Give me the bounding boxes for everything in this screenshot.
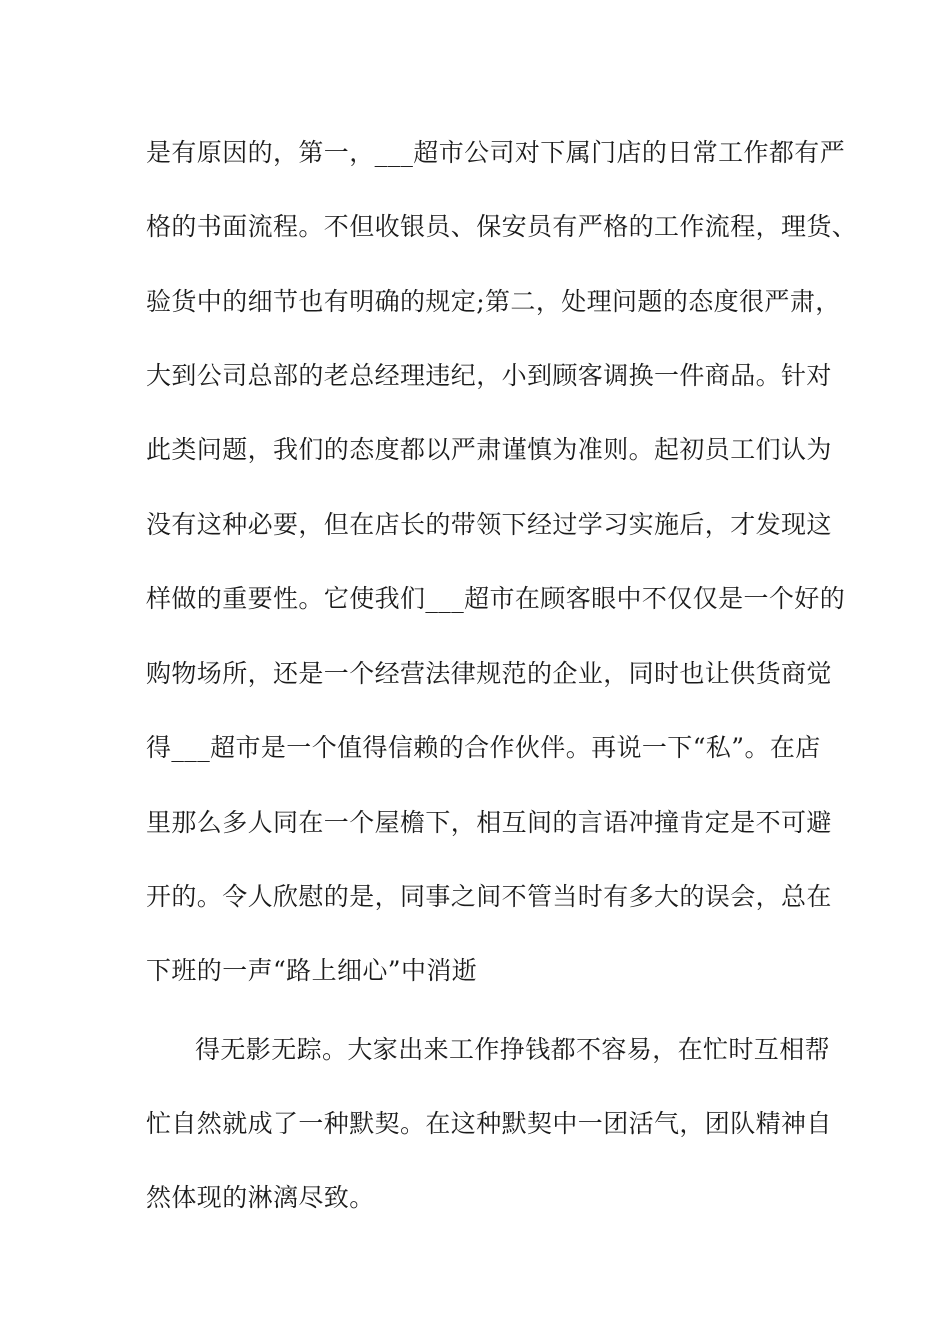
text-line: 是有原因的，第一，___超市公司对下属门店的日常工作都有严 xyxy=(146,138,846,167)
text-line: 格的书面流程。不但收银员、保安员有严格的工作流程，理货、 xyxy=(146,212,858,241)
text-line: 没有这种必要，但在店长的带领下经过学习实施后，才发现这 xyxy=(146,510,832,539)
text-line: 下班的一声“路上细心”中消逝 xyxy=(146,956,478,985)
text-line: 得___超市是一个值得信赖的合作伙伴。再说一下“私”。在店 xyxy=(146,733,821,762)
text-line: 大到公司总部的老总经理违纪，小到顾客调换一件商品。针对 xyxy=(146,361,832,390)
text-line: 此类问题，我们的态度都以严肃谨慎为准则。起初员工们认为 xyxy=(146,435,832,464)
text-line: 购物场所，还是一个经营法律规范的企业，同时也让供货商觉 xyxy=(146,659,832,688)
text-line: 样做的重要性。它使我们___超市在顾客眼中不仅仅是一个好的 xyxy=(146,584,846,613)
text-line: 得无影无踪。大家出来工作挣钱都不容易，在忙时互相帮 xyxy=(195,1035,831,1064)
text-line: 里那么多人同在一个屋檐下，相互间的言语冲撞肯定是不可避 xyxy=(146,808,832,837)
text-line: 忙自然就成了一种默契。在这种默契中一团活气，团队精神自 xyxy=(146,1109,832,1138)
text-line: 开的。令人欣慰的是，同事之间不管当时有多大的误会，总在 xyxy=(146,882,832,911)
text-line: 验货中的细节也有明确的规定;第二，处理问题的态度很严肃， xyxy=(146,287,841,316)
text-line: 然体现的淋漓尽致。 xyxy=(146,1183,375,1212)
